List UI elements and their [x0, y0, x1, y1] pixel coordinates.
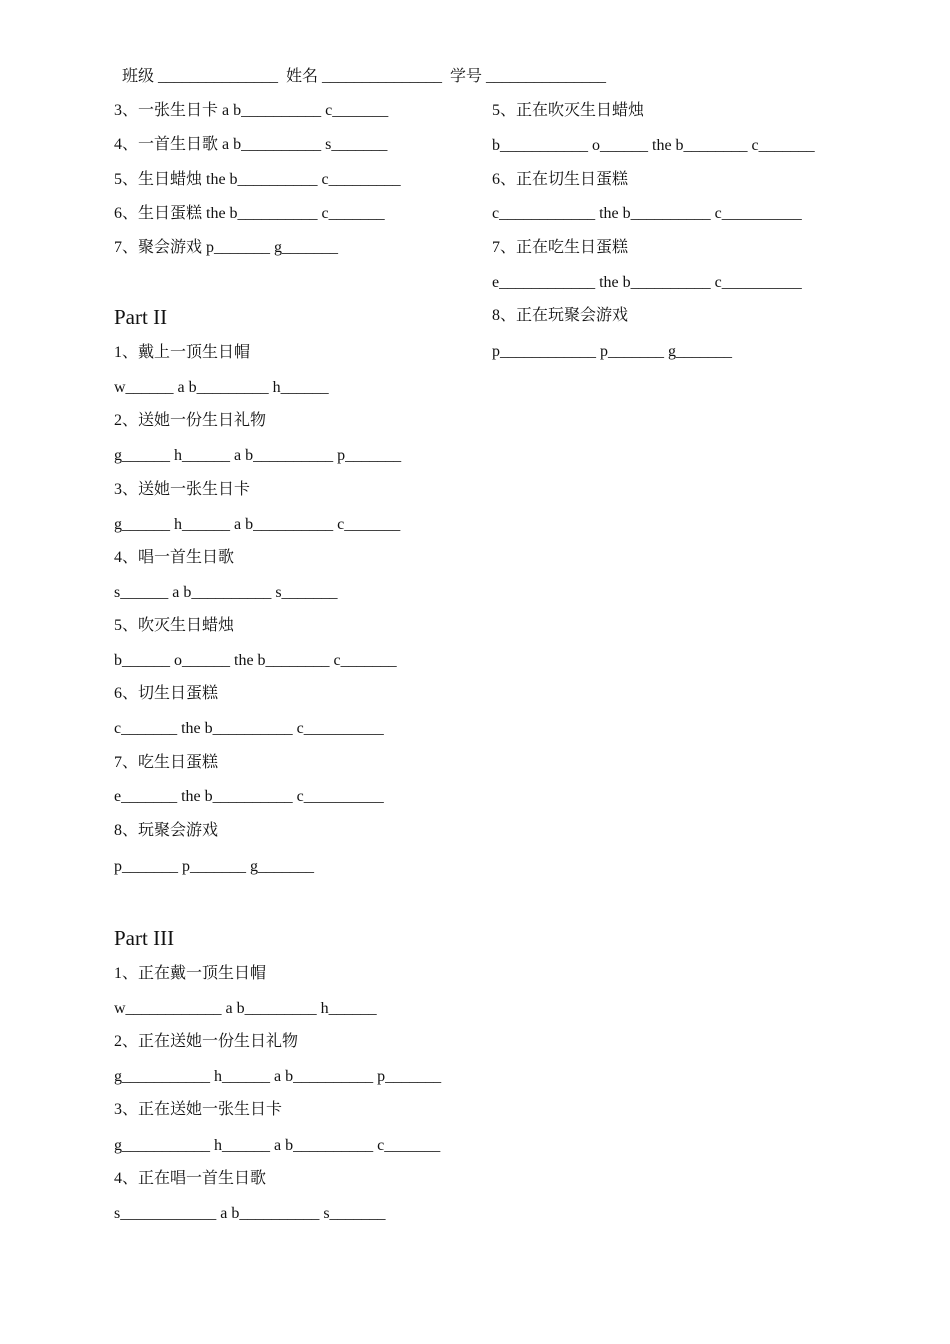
- partIII-line: s____________ a b__________ s_______: [114, 1205, 386, 1222]
- partI-right-line: 6、正在切生日蛋糕: [492, 171, 629, 188]
- partIII-line: 3、正在送她一张生日卡: [114, 1101, 283, 1118]
- partII-line: 7、吃生日蛋糕: [114, 754, 219, 771]
- partII-line: b______ o______ the b________ c_______: [114, 652, 397, 669]
- partII-line: s______ a b__________ s_______: [114, 584, 338, 601]
- partII-line: 6、切生日蛋糕: [114, 685, 219, 702]
- partII-line: 5、吹灭生日蜡烛: [114, 617, 235, 634]
- partI-right-line: c____________ the b__________ c__________: [492, 205, 802, 222]
- partI-right-line: e____________ the b__________ c__________: [492, 274, 802, 291]
- partII-line: c_______ the b__________ c__________: [114, 720, 384, 737]
- partII-line: 3、送她一张生日卡: [114, 481, 251, 498]
- partI-left-line: 3、一张生日卡 a b__________ c_______: [114, 102, 389, 119]
- partII-line: 8、玩聚会游戏: [114, 822, 219, 839]
- partI-left-line: 7、聚会游戏 p_______ g_______: [114, 239, 339, 256]
- partII-line: p_______ p_______ g_______: [114, 858, 314, 875]
- partI-right-line: 5、正在吹灭生日蜡烛: [492, 102, 645, 119]
- partIII-line: 1、正在戴一顶生日帽: [114, 965, 267, 982]
- partIII-line: g___________ h______ a b__________ c_______: [114, 1137, 441, 1154]
- partII-line: 4、唱一首生日歌: [114, 549, 235, 566]
- partII-line: 1、戴上一顶生日帽: [114, 344, 251, 361]
- partIII-line: w____________ a b_________ h______: [114, 1000, 377, 1017]
- partI-left-line: 5、生日蜡烛 the b__________ c_________: [114, 171, 401, 188]
- partI-right-line: b___________ o______ the b________ c_______: [492, 137, 815, 154]
- partII-line: 2、送她一份生日礼物: [114, 412, 267, 429]
- part-ii-title: Part II: [114, 305, 168, 329]
- header-line: 班级 _______________ 姓名 _______________ 学号 _______________: [122, 68, 607, 85]
- partI-right-line: p____________ p_______ g_______: [492, 343, 732, 360]
- partII-line: e_______ the b__________ c__________: [114, 788, 384, 805]
- partI-right-line: 8、正在玩聚会游戏: [492, 307, 629, 324]
- partIII-line: g___________ h______ a b__________ p_______: [114, 1068, 442, 1085]
- part-iii-title: Part III: [114, 926, 175, 950]
- partIII-line: 2、正在送她一份生日礼物: [114, 1033, 299, 1050]
- partII-line: g______ h______ a b__________ c_______: [114, 516, 401, 533]
- partI-right-line: 7、正在吃生日蛋糕: [492, 239, 629, 256]
- partI-left-line: 6、生日蛋糕 the b__________ c_______: [114, 205, 385, 222]
- partII-line: g______ h______ a b__________ p_______: [114, 447, 402, 464]
- partI-left-line: 4、一首生日歌 a b__________ s_______: [114, 136, 388, 153]
- partII-line: w______ a b_________ h______: [114, 379, 329, 396]
- partIII-line: 4、正在唱一首生日歌: [114, 1170, 267, 1187]
